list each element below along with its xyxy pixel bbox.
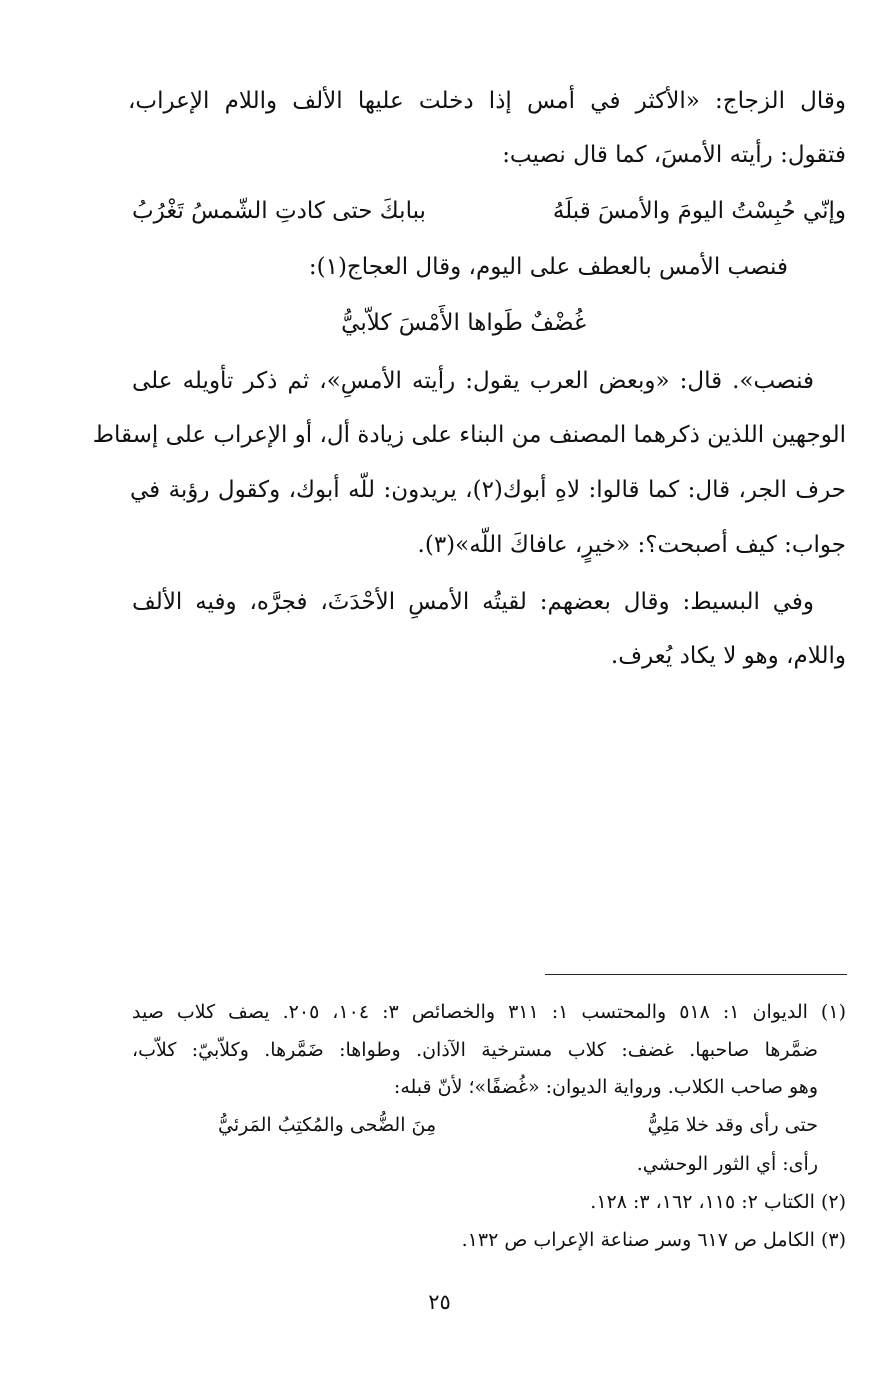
body-line: حرف الجر، قال: كما قالوا: لاهِ أبوك(٢)، يريدون: للّه أبوك، وكقول رؤبة في [130,477,846,503]
body-line: فنصب». قال: «وبعض العرب يقول: رأيته الأمسِ»، ثم ذكر تأويله على [132,368,814,394]
footnote-verse-second: مِنَ الضُّحى والمُكتِبُ المَرئيُّ [218,1114,437,1136]
body-line: جواب: كيف أصبحت؟: «خيرٍ، عافاكَ اللّه»(٣). [417,532,846,558]
verse-second-hemistich: ببابكَ حتى كادتِ الشّمسُ تَغْرُبُ [132,198,426,224]
verse-line: غُضْفٌ طَواها الأَمْسَ كلاّبيُّ [341,310,586,336]
footnote-line: (١) الديوان ١: ٥١٨ والمحتسب ١: ٣١١ والخصائص ٣: ١٠٤، ٢٠٥. يصف كلاب صيد [132,1001,846,1023]
body-line: واللام، وهو لا يكاد يُعرف. [610,643,846,669]
verse-first-hemistich: وإنّي حُبِسْتُ اليومَ والأمسَ قبلَهُ [552,198,846,224]
body-line: فتقول: رأيته الأمسَ، كما قال نصيب: [502,142,846,168]
body-line: وقال الزجاج: «الأكثر في أمس إذا دخلت عليها الألف واللام الإعراب، [128,88,846,114]
footnote-line: ضمَّرها صاحبها. غضف: كلاب مسترخية الآذان. وطواها: ضَمَّرها. وكلاّبيّ: كلاّب، [132,1039,818,1061]
body-line: فنصب الأمس بالعطف على اليوم، وقال العجاج(١): [308,254,788,280]
footnote-line: وهو صاحب الكلاب. ورواية الديوان: «غُضفًا»؛ لأنّ قبله: [393,1076,818,1098]
footnote-separator [545,974,847,975]
footnote-line: (٢) الكتاب ٢: ١١٥، ١٦٢، ٣: ١٢٨. [590,1191,846,1213]
footnote-verse-first: حتى رأى وقد خلا مَلِيُّ [647,1114,818,1136]
footnote-line: رأى: أي الثور الوحشي. [636,1153,818,1175]
body-line: الوجهين اللذين ذكرهما المصنف من البناء على زيادة أل، أو الإعراب على إسقاط [92,422,846,448]
footnote-line: (٣) الكامل ص ٦١٧ وسر صناعة الإعراب ص ١٣٢. [461,1229,846,1251]
body-line: وفي البسيط: وقال بعضهم: لقيتُه الأمسِ الأحْدَثَ، فجرَّه، وفيه الألف [132,589,814,615]
page-number: ٢٥ [428,1290,451,1314]
